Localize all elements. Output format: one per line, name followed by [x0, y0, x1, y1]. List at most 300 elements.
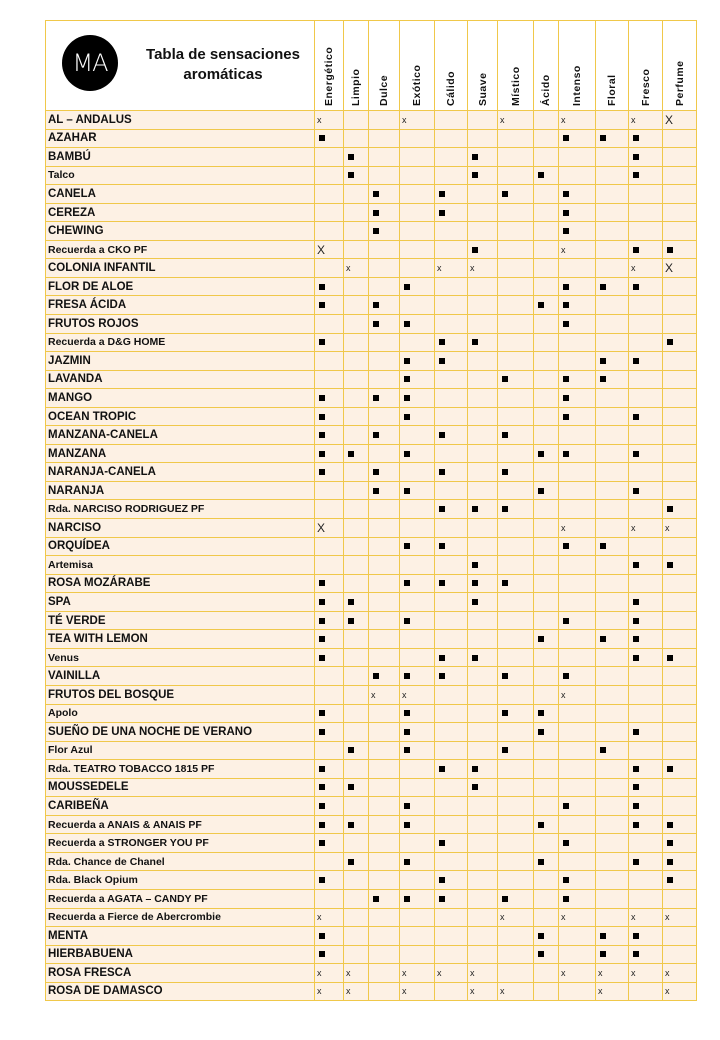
square-mark-icon — [502, 376, 508, 382]
sensation-cell — [596, 481, 629, 500]
sensation-cell — [400, 370, 435, 389]
sensation-cell — [534, 704, 559, 723]
sensation-cell — [468, 537, 498, 556]
square-mark-icon — [404, 358, 410, 364]
sensation-cell — [315, 444, 344, 463]
sensation-cell — [663, 964, 697, 983]
sensation-cell — [534, 760, 559, 779]
sensation-cell — [435, 630, 468, 649]
sensation-cell — [498, 185, 534, 204]
sensation-cell — [468, 982, 498, 1001]
square-mark-icon — [633, 488, 639, 494]
sensation-cell — [663, 185, 697, 204]
square-mark-icon — [373, 228, 379, 234]
sensation-cell — [629, 667, 663, 686]
sensation-cell — [468, 166, 498, 185]
small-x-mark: x — [561, 689, 566, 700]
sensation-cell — [663, 315, 697, 334]
square-mark-icon — [319, 729, 325, 735]
sensation-cell — [435, 871, 468, 890]
sensation-cell — [534, 797, 559, 816]
sensation-cell — [559, 741, 596, 760]
sensation-cell — [596, 834, 629, 853]
sensation-cell — [559, 185, 596, 204]
sensation-cell — [315, 481, 344, 500]
square-mark-icon — [373, 210, 379, 216]
sensation-cell — [400, 927, 435, 946]
square-mark-icon — [404, 395, 410, 401]
square-mark-icon — [633, 859, 639, 865]
fragrance-name: SUEÑO DE UNA NOCHE DE VERANO — [46, 723, 315, 742]
column-header-floral: Floral — [596, 21, 629, 111]
sensation-cell — [344, 556, 369, 575]
sensation-cell — [498, 481, 534, 500]
sensation-cell — [400, 111, 435, 130]
table-row — [46, 797, 697, 816]
sensation-cell — [498, 259, 534, 278]
sensation-cell — [629, 111, 663, 130]
square-mark-icon — [439, 655, 445, 661]
sensation-cell — [400, 630, 435, 649]
square-mark-icon — [563, 302, 569, 308]
sensation-cell — [629, 166, 663, 185]
sensation-cell — [629, 352, 663, 371]
square-mark-icon — [319, 135, 325, 141]
sensation-cell — [534, 166, 559, 185]
sensation-cell — [344, 277, 369, 296]
sensation-cell — [400, 778, 435, 797]
sensation-cell — [344, 741, 369, 760]
square-mark-icon — [404, 414, 410, 420]
sensation-cell — [435, 852, 468, 871]
sensation-cell — [315, 407, 344, 426]
sensation-cell — [400, 463, 435, 482]
sensation-cell — [315, 908, 344, 927]
fragrance-name: CANELA — [46, 185, 315, 204]
sensation-cell — [629, 685, 663, 704]
sensation-cell — [534, 593, 559, 612]
square-mark-icon — [404, 488, 410, 494]
fragrance-name: FLOR DE ALOE — [46, 277, 315, 296]
sensation-cell — [369, 537, 400, 556]
sensation-cell — [400, 203, 435, 222]
sensation-cell — [369, 426, 400, 445]
sensation-cell — [435, 889, 468, 908]
sensation-cell — [315, 593, 344, 612]
sensation-cell — [534, 889, 559, 908]
sensation-cell — [498, 500, 534, 519]
sensation-cell — [629, 240, 663, 259]
square-mark-icon — [404, 803, 410, 809]
sensation-cell — [468, 556, 498, 575]
sensation-cell — [596, 927, 629, 946]
column-header-fresco: Fresco — [629, 21, 663, 111]
square-mark-icon — [633, 154, 639, 160]
sensation-cell — [400, 704, 435, 723]
sensation-cell — [344, 481, 369, 500]
small-x-mark: x — [402, 114, 407, 125]
sensation-cell — [369, 889, 400, 908]
square-mark-icon — [319, 655, 325, 661]
sensation-cell — [629, 500, 663, 519]
sensation-cell — [629, 463, 663, 482]
sensation-cell — [498, 519, 534, 538]
sensation-cell — [468, 704, 498, 723]
sensation-cell — [663, 148, 697, 167]
sensation-cell — [498, 630, 534, 649]
sensation-cell — [369, 593, 400, 612]
sensation-cell — [596, 723, 629, 742]
sensation-cell — [468, 370, 498, 389]
sensation-cell — [315, 370, 344, 389]
sensation-cell — [315, 927, 344, 946]
sensation-cell — [400, 852, 435, 871]
column-header-calido: Cálido — [435, 21, 468, 111]
square-mark-icon — [600, 951, 606, 957]
sensation-cell — [629, 834, 663, 853]
sensation-cell — [559, 927, 596, 946]
sensation-cell — [596, 500, 629, 519]
sensation-cell — [344, 760, 369, 779]
sensation-cell — [534, 148, 559, 167]
fragrance-name: ROSA MOZÁRABE — [46, 574, 315, 593]
sensation-cell — [559, 760, 596, 779]
sensation-cell — [559, 648, 596, 667]
small-x-mark: x — [402, 986, 407, 997]
sensation-cell — [468, 315, 498, 334]
square-mark-icon — [563, 376, 569, 382]
sensation-cell — [468, 778, 498, 797]
sensation-cell — [534, 481, 559, 500]
square-mark-icon — [348, 859, 354, 865]
sensation-cell — [315, 389, 344, 408]
square-mark-icon — [633, 618, 639, 624]
sensation-cell — [629, 407, 663, 426]
sensation-cell — [559, 481, 596, 500]
table-row — [46, 630, 697, 649]
square-mark-icon — [319, 766, 325, 772]
sensation-cell — [596, 352, 629, 371]
sensation-cell — [559, 259, 596, 278]
square-mark-icon — [472, 655, 478, 661]
sensation-cell — [629, 593, 663, 612]
sensation-cell — [344, 574, 369, 593]
sensation-cell — [629, 203, 663, 222]
sensation-cell — [344, 871, 369, 890]
sensation-cell — [369, 630, 400, 649]
sensation-cell — [315, 500, 344, 519]
sensation-cell — [663, 389, 697, 408]
sensation-cell — [468, 148, 498, 167]
sensation-cell — [534, 389, 559, 408]
sensation-cell — [435, 964, 468, 983]
fragrance-name: Rda. Black Opium — [46, 871, 315, 890]
sensation-cell — [344, 519, 369, 538]
column-header-exotico: Exótico — [400, 21, 435, 111]
sensation-cell — [400, 685, 435, 704]
square-mark-icon — [439, 673, 445, 679]
small-x-mark: x — [665, 986, 670, 997]
table-title: Tabla de sensaciones aromáticas — [146, 46, 300, 83]
sensation-cell — [369, 982, 400, 1001]
sensation-cell — [534, 834, 559, 853]
square-mark-icon — [319, 339, 325, 345]
sensation-cell — [559, 240, 596, 259]
sensation-cell — [315, 519, 344, 538]
sensation-cell — [663, 481, 697, 500]
sensation-cell — [559, 908, 596, 927]
sensation-cell — [596, 333, 629, 352]
sensation-cell — [663, 648, 697, 667]
sensation-cell — [534, 296, 559, 315]
square-mark-icon — [373, 896, 379, 902]
sensation-cell — [534, 370, 559, 389]
sensation-cell — [400, 352, 435, 371]
sensation-cell — [435, 537, 468, 556]
sensation-cell — [534, 444, 559, 463]
sensation-cell — [534, 741, 559, 760]
small-x-mark: x — [437, 263, 442, 274]
sensation-cell — [596, 667, 629, 686]
sensation-cell — [629, 927, 663, 946]
sensation-cell — [468, 648, 498, 667]
fragrance-name: ROSA FRESCA — [46, 964, 315, 983]
sensation-cell — [534, 333, 559, 352]
sensation-cell — [559, 667, 596, 686]
sensation-cell — [435, 519, 468, 538]
square-mark-icon — [600, 543, 606, 549]
square-mark-icon — [600, 284, 606, 290]
square-mark-icon — [472, 562, 478, 568]
sensation-cell — [663, 370, 697, 389]
square-mark-icon — [633, 358, 639, 364]
square-mark-icon — [633, 822, 639, 828]
sensation-cell — [498, 945, 534, 964]
sensation-cell — [315, 704, 344, 723]
sensation-cell — [629, 148, 663, 167]
sensation-cell — [369, 704, 400, 723]
square-mark-icon — [373, 488, 379, 494]
sensation-cell — [498, 834, 534, 853]
square-mark-icon — [348, 172, 354, 178]
sensation-cell — [435, 426, 468, 445]
sensation-cell — [498, 593, 534, 612]
sensation-cell — [400, 945, 435, 964]
square-mark-icon — [538, 822, 544, 828]
sensation-cell — [629, 370, 663, 389]
sensation-cell — [435, 389, 468, 408]
sensation-cell — [534, 685, 559, 704]
square-mark-icon — [439, 469, 445, 475]
fragrance-name: MOUSSEDELE — [46, 778, 315, 797]
sensation-cell — [468, 685, 498, 704]
sensation-cell — [498, 463, 534, 482]
sensation-cell — [629, 741, 663, 760]
fragrance-name: Recuerda a Fierce de Abercrombie — [46, 908, 315, 927]
sensation-cell — [315, 760, 344, 779]
sensation-cell — [629, 296, 663, 315]
sensation-cell — [596, 797, 629, 816]
sensation-cell — [315, 667, 344, 686]
sensation-cell — [663, 741, 697, 760]
square-mark-icon — [502, 580, 508, 586]
sensation-cell — [369, 741, 400, 760]
square-mark-icon — [319, 822, 325, 828]
sensation-cell — [435, 556, 468, 575]
sensation-cell — [369, 129, 400, 148]
sensation-cell — [400, 129, 435, 148]
sensation-cell — [435, 574, 468, 593]
sensations-table — [45, 20, 697, 1001]
sensation-cell — [559, 500, 596, 519]
square-mark-icon — [563, 877, 569, 883]
square-mark-icon — [404, 543, 410, 549]
sensation-cell — [315, 352, 344, 371]
sensation-cell — [663, 945, 697, 964]
square-mark-icon — [373, 395, 379, 401]
sensation-cell — [468, 444, 498, 463]
fragrance-name: COLONIA INFANTIL — [46, 259, 315, 278]
sensation-cell — [468, 574, 498, 593]
sensation-cell — [400, 222, 435, 241]
sensation-cell — [596, 815, 629, 834]
sensation-cell — [663, 222, 697, 241]
sensation-cell — [629, 704, 663, 723]
big-x-mark: X — [665, 112, 674, 127]
square-mark-icon — [563, 618, 569, 624]
sensation-cell — [629, 945, 663, 964]
sensation-cell — [534, 556, 559, 575]
sensation-cell — [400, 148, 435, 167]
square-mark-icon — [348, 784, 354, 790]
sensation-cell — [435, 908, 468, 927]
sensation-cell — [534, 945, 559, 964]
square-mark-icon — [502, 710, 508, 716]
sensation-cell — [534, 871, 559, 890]
small-x-mark: x — [561, 114, 566, 125]
square-mark-icon — [373, 191, 379, 197]
sensation-cell — [315, 982, 344, 1001]
sensation-cell — [400, 444, 435, 463]
sensation-cell — [468, 463, 498, 482]
square-mark-icon — [319, 933, 325, 939]
sensation-cell — [400, 537, 435, 556]
sensation-cell — [629, 908, 663, 927]
small-x-mark: x — [346, 263, 351, 274]
sensation-cell — [468, 203, 498, 222]
square-mark-icon — [563, 543, 569, 549]
sensation-cell — [468, 667, 498, 686]
sensation-cell — [663, 519, 697, 538]
table-row — [46, 240, 697, 259]
square-mark-icon — [348, 154, 354, 160]
fragrance-name: AZAHAR — [46, 129, 315, 148]
sensation-cell — [663, 166, 697, 185]
small-x-mark: x — [371, 689, 376, 700]
sensation-cell — [315, 426, 344, 445]
square-mark-icon — [404, 729, 410, 735]
square-mark-icon — [319, 302, 325, 308]
square-mark-icon — [667, 766, 673, 772]
sensation-cell — [468, 815, 498, 834]
sensation-cell — [663, 778, 697, 797]
sensation-cell — [629, 185, 663, 204]
fragrance-name: CEREZA — [46, 203, 315, 222]
square-mark-icon — [472, 580, 478, 586]
sensation-cell — [629, 222, 663, 241]
sensation-cell — [559, 519, 596, 538]
sensation-cell — [435, 129, 468, 148]
small-x-mark: x — [317, 114, 322, 125]
small-x-mark: x — [346, 967, 351, 978]
sensation-cell — [663, 500, 697, 519]
small-x-mark: x — [402, 967, 407, 978]
square-mark-icon — [472, 172, 478, 178]
sensation-cell — [559, 574, 596, 593]
sensation-cell — [344, 333, 369, 352]
sensation-cell — [629, 519, 663, 538]
sensation-cell — [596, 593, 629, 612]
square-mark-icon — [404, 451, 410, 457]
square-mark-icon — [319, 580, 325, 586]
sensation-cell — [559, 871, 596, 890]
sensation-cell — [369, 908, 400, 927]
small-x-mark: x — [665, 912, 670, 923]
small-x-mark: x — [631, 912, 636, 923]
table-row — [46, 723, 697, 742]
sensation-cell — [663, 203, 697, 222]
fragrance-name: Venus — [46, 648, 315, 667]
sensation-cell — [344, 111, 369, 130]
table-row — [46, 129, 697, 148]
sensation-cell — [468, 593, 498, 612]
sensation-cell — [400, 834, 435, 853]
column-header-energetico: Energético — [315, 21, 344, 111]
sensation-cell — [498, 148, 534, 167]
sensation-cell — [663, 852, 697, 871]
sensation-cell — [344, 723, 369, 742]
sensation-cell — [315, 222, 344, 241]
sensation-cell — [468, 797, 498, 816]
sensation-cell — [596, 315, 629, 334]
square-mark-icon — [439, 543, 445, 549]
sensation-cell — [498, 296, 534, 315]
sensation-cell — [369, 148, 400, 167]
table-row — [46, 574, 697, 593]
sensation-cell — [596, 908, 629, 927]
title-cell — [46, 21, 315, 111]
small-x-mark: x — [470, 263, 475, 274]
sensation-cell — [344, 370, 369, 389]
sensation-cell — [315, 871, 344, 890]
sensation-cell — [629, 852, 663, 871]
sensation-cell — [596, 778, 629, 797]
table-row — [46, 908, 697, 927]
sensation-cell — [663, 426, 697, 445]
sensation-cell — [534, 537, 559, 556]
square-mark-icon — [563, 451, 569, 457]
big-x-mark: X — [665, 261, 674, 276]
sensation-cell — [498, 426, 534, 445]
sensation-cell — [498, 741, 534, 760]
sensation-cell — [534, 352, 559, 371]
sensation-cell — [663, 333, 697, 352]
square-mark-icon — [563, 840, 569, 846]
sensation-cell — [596, 704, 629, 723]
square-mark-icon — [348, 451, 354, 457]
sensation-cell — [534, 815, 559, 834]
sensation-cell — [498, 852, 534, 871]
